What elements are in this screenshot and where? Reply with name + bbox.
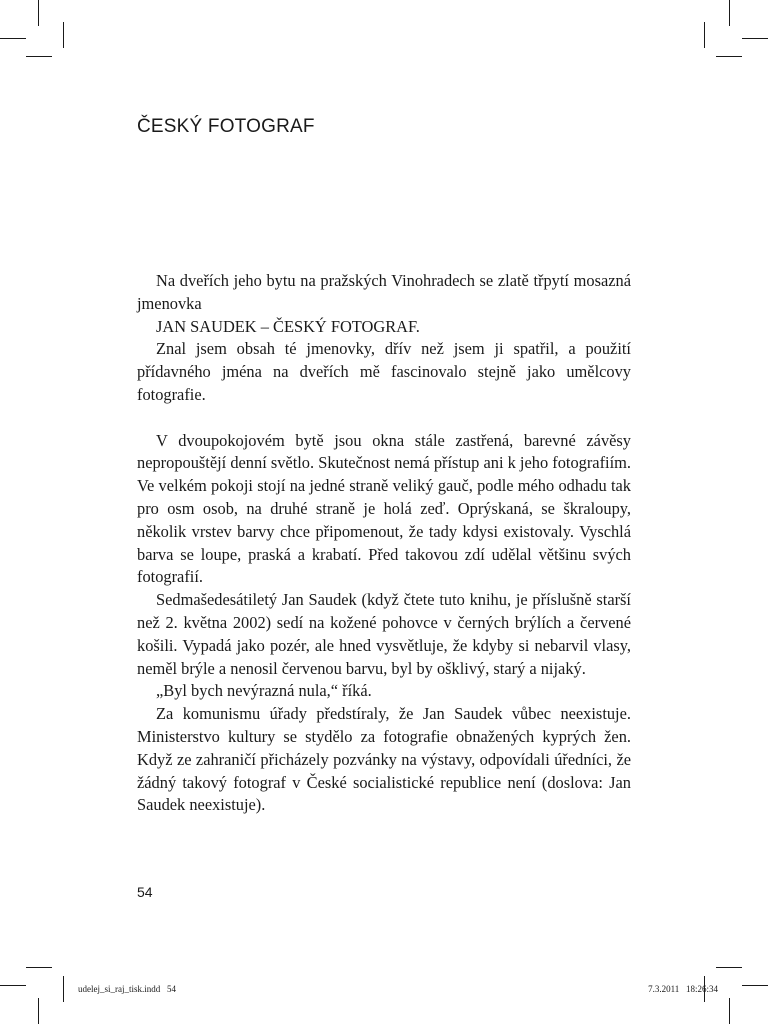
slug-filename: udelej_si_raj_tisk.indd 54 <box>78 984 176 994</box>
crop-mark <box>0 985 26 986</box>
crop-mark <box>38 998 39 1024</box>
crop-mark <box>742 985 768 986</box>
crop-mark <box>26 56 52 57</box>
paragraph: Na dveřích jeho bytu na pražských Vinohradech se zlatě třpytí mosazná jmenovka <box>137 271 631 313</box>
slug-timestamp: 7.3.2011 18:26:34 <box>648 984 718 994</box>
paragraph: Za komunismu úřady předstíraly, že Jan Saudek vůbec neexistuje. Ministerstvo kultury se stydělo za fotografie obnažených kyprých žen. Když ze zahraničí přicházely pozvánky na výstavy, odpovídali úředníci, že žádný takový fotograf v České socialistické republice není (doslova: Jan Saudek neexistuje). <box>137 704 631 815</box>
paragraph: Sedmašedesátiletý Jan Saudek (když čtete tuto knihu, je příslušně starší než 2. května 2002) sedí na kožené pohovce v černých brýlích a červené košili. Vypadá jako pozér, ale hned vysvětluje, že kdyby si nebarvil vlasy, neměl brýle a nenosil červenou barvu, byl by ošklivý, starý a nijaký. <box>137 590 631 678</box>
crop-mark <box>704 22 705 48</box>
body-text <box>137 270 631 817</box>
crop-mark <box>716 967 742 968</box>
crop-mark <box>26 967 52 968</box>
crop-mark <box>729 0 730 26</box>
crop-mark <box>63 976 64 1002</box>
page-number: 54 <box>137 884 153 900</box>
crop-mark <box>63 22 64 48</box>
crop-mark <box>716 56 742 57</box>
crop-mark <box>38 0 39 26</box>
chapter-title: ČESKÝ FOTOGRAF <box>137 116 315 137</box>
crop-mark <box>0 38 26 39</box>
paragraph: V dvoupokojovém bytě jsou okna stále zastřená, barevné závěsy nepropouštějí denní světlo. Skutečnost nemá přístup ani k jeho fotografiím. Ve velkém pokoji stojí na jedné straně veliký gauč, podle mého odhadu tak pro osm osob, na druhé straně je holá zeď. Oprýskaná, se škraloupy, několik vrstev barvy chce připomenout, že tady kdysi existovaly. Vyschlá barva se loupe, praská a krabatí. Před takovou zdí udělal většinu svých fotografií. <box>137 430 631 587</box>
crop-mark <box>729 998 730 1024</box>
paragraph: „Byl bych nevýrazná nula,“ říká. <box>156 681 372 701</box>
paragraph: JAN SAUDEK – ČESKÝ FOTOGRAF. <box>156 316 420 336</box>
paragraph: Znal jsem obsah té jmenovky, dřív než jsem ji spatřil, a použití přídavného jména na dveřích mě fascinovalo stejně jako umělcovy fotografie. <box>137 339 631 404</box>
crop-mark <box>742 38 768 39</box>
